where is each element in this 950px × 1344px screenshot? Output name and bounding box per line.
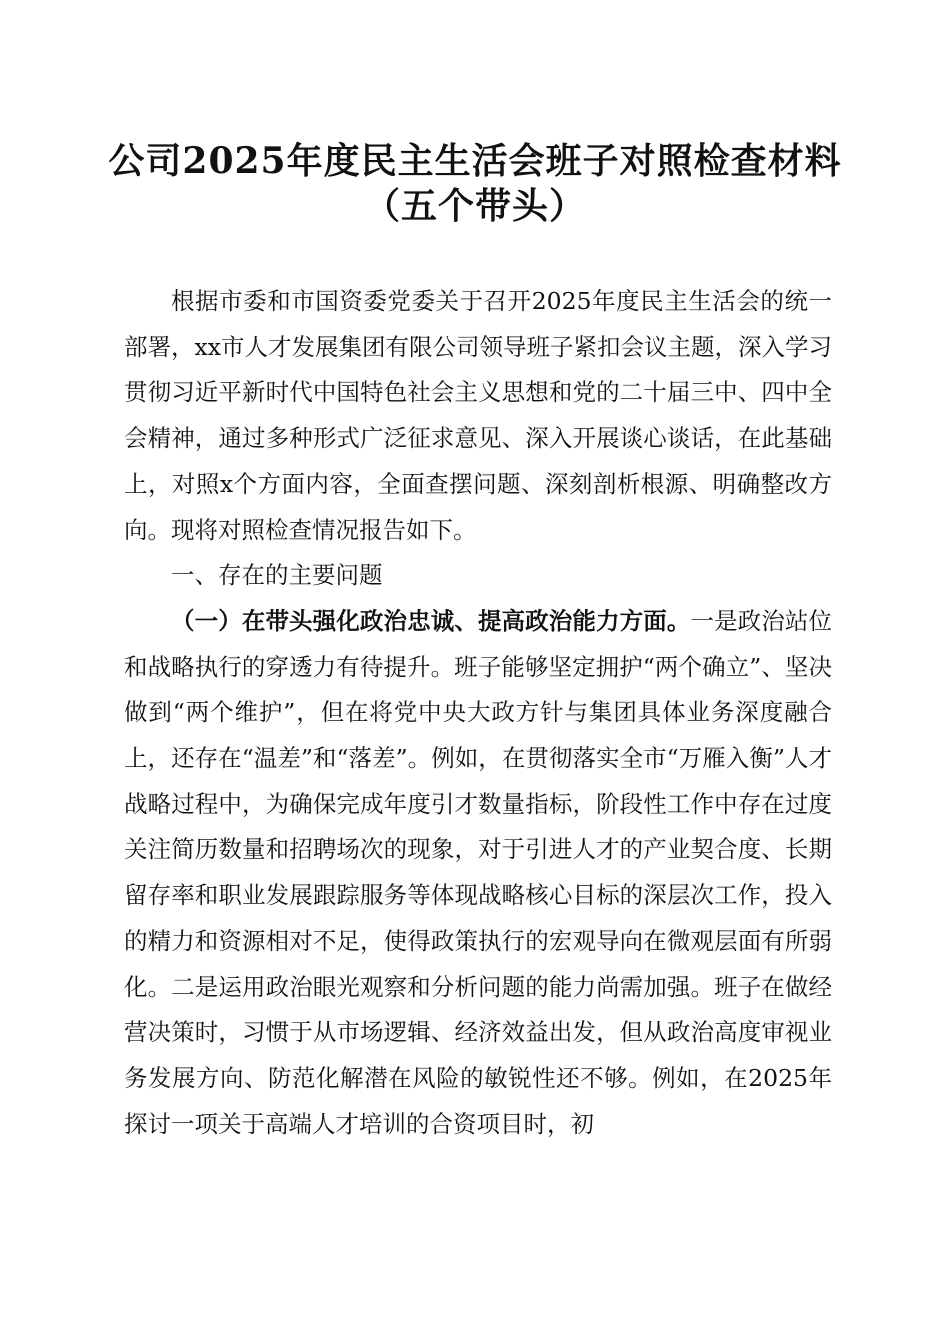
section-heading: 一、存在的主要问题: [171, 561, 383, 590]
document-body: [124, 279, 832, 1147]
subsection-paragraph: [124, 599, 832, 1147]
subsection-text: 一是政治站位和战略执行的穿透力有待提升。班子能够坚定拥护“两个确立”、坚决做到“两个维护”，但在将党中央大政方针与集团具体业务深度融合上，还存在“温差”和“落差”。例如，在贯彻落实全市“万雁入衡”人才战略过程中，为确保完成年度引才数量指标，阶段性工作中存在过度关注简历数量和招聘场次的现象，对于引进人才的产业契合度、长期留存率和职业发展跟踪服务等体现战略核心目标的深层次工作，投入的精力和资源相对不足，使得政策执行的宏观导向在微观层面有所弱化。二是运用政治眼光观察和分析问题的能力尚需加强。班子在做经营决策时，习惯于从市场逻辑、经济效益出发，但从政治高度审视业务发展方向、防范化解潜在风险的敏锐性还不够。例如，在2025年探讨一项关于高端人才培训的合资项目时，初: [124, 606, 833, 1138]
document-subtitle: （五个带头）: [363, 185, 586, 227]
intro-paragraph: 根据市委和市国资委党委关于召开2025年度民主生活会的统一部署，xx市人才发展集团有限公司领导班子紧扣会议主题，深入学习贯彻习近平新时代中国特色社会主义思想和党的二十届三中、四中全会精神，通过多种形式广泛征求意见、深入开展谈心谈话，在此基础上，对照x个方面内容，全面查摆问题、深刻剖析根源、明确整改方向。现将对照检查情况报告如下。: [124, 287, 833, 544]
document-title: 公司2025年度民主生活会班子对照检查材料: [108, 140, 842, 182]
subsection-title: （一）在带头强化政治忠诚、提高政治能力方面。: [171, 606, 691, 635]
